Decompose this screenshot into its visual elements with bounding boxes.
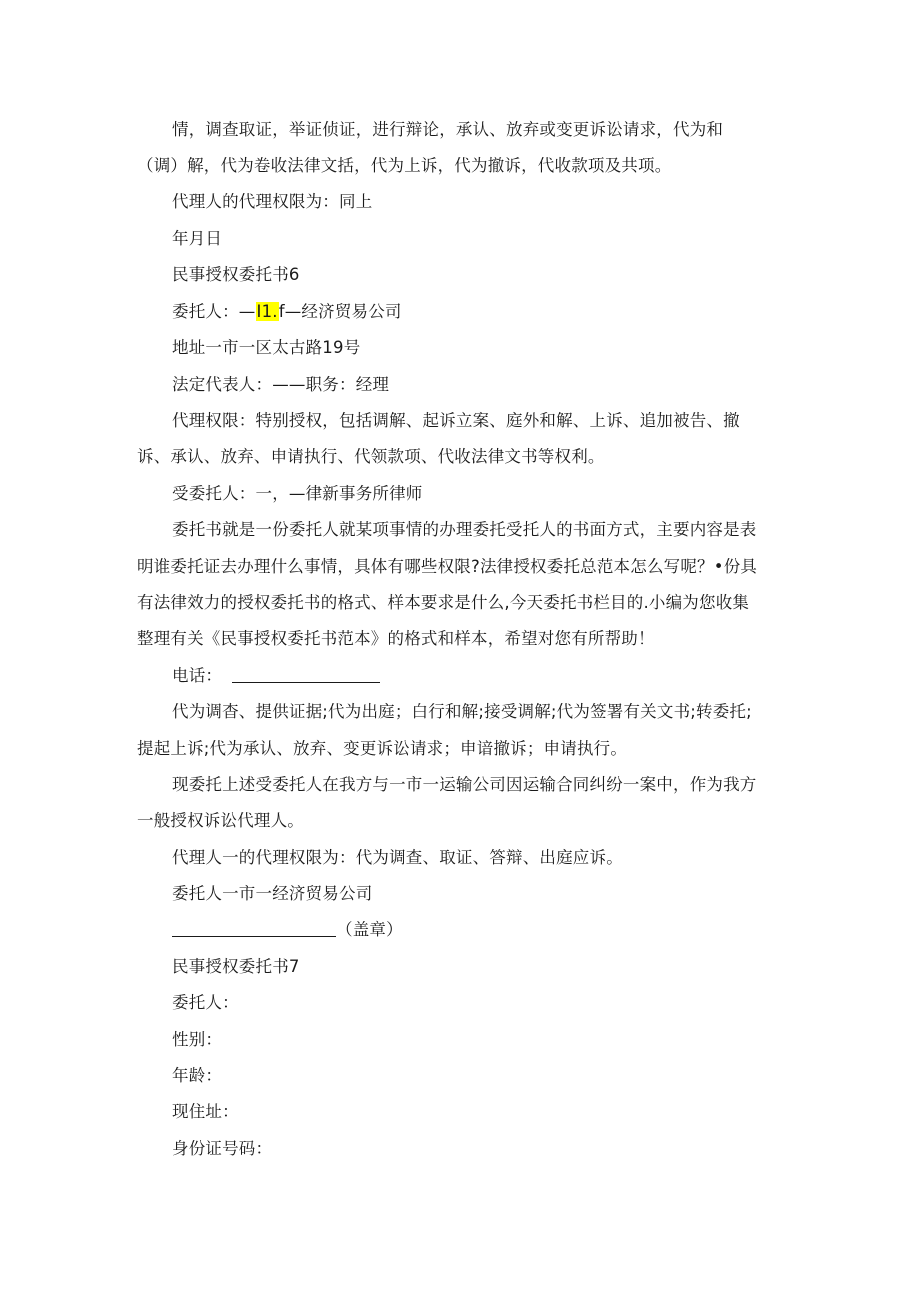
- agent-line: 受委托人：一，—律新事务所律师: [172, 484, 423, 503]
- seal-label: （盖章）: [336, 920, 403, 939]
- text-line: 现委托上述受委托人在我方与一市一运输公司因运输合同纠纷一案中，作为我方: [172, 775, 757, 794]
- phone-line: [172, 666, 380, 686]
- text-line: 代为调杳、提供证据;代为出庭；白行和解;接受调解;代为签署有关文书;转委托;: [172, 702, 752, 721]
- text-line: 有法律效力的授权委托书的格式、样本要求是什么,今天委托书栏目的.小编为您收集: [137, 593, 750, 612]
- text-line: 诉、承认、放弃、申请执行、代领款项、代收法律文书等权利。: [137, 447, 605, 466]
- text-line: 代理人一的代理权限为：代为调查、取证、答辩、出庭应诉。: [172, 848, 623, 867]
- principal-label: 委托人：—: [172, 302, 256, 321]
- seal-blank: [172, 922, 336, 937]
- principal-line: 委托人一市一经济贸易公司: [172, 884, 373, 903]
- text-line: 整理有关《民事授权委托书范本》的格式和样本，希望对您有所帮助！: [137, 629, 655, 648]
- phone-blank: [232, 668, 380, 683]
- principal-line: [172, 302, 402, 322]
- address-line: 地址一市一区太古路19号: [172, 338, 361, 357]
- seal-line: [172, 920, 403, 940]
- text-line: 情，调查取证，举证侦证，进行辩论，承认、放弃或变更诉讼请求，代为和: [172, 120, 724, 139]
- phone-label: 电话：: [172, 666, 223, 685]
- section-heading: 民事授权委托书6: [172, 265, 300, 284]
- text-line: 一般授权诉讼代理人。: [137, 811, 304, 830]
- text-line: 明谁委托证去办理什么事情，具体有哪些权限?法律授权委托总范本怎么写呢？•份具: [137, 557, 758, 576]
- highlighted-text: I1.: [256, 302, 278, 321]
- field-label: 委托人：: [172, 993, 239, 1012]
- field-label: 性别：: [172, 1030, 223, 1049]
- text-line: 代理人的代理权限为：同上: [172, 192, 373, 211]
- text-line: （调）解，代为卷收法律文括，代为上诉，代为撤诉，代收款项及共项。: [137, 156, 672, 175]
- field-label: 年龄：: [172, 1066, 223, 1085]
- field-label: 现住址：: [172, 1102, 239, 1121]
- field-label: 身份证号码：: [172, 1139, 273, 1158]
- text-line: 代理权限：特别授权，包括调解、起诉立案、庭外和解、上诉、追加被告、撤: [172, 411, 740, 430]
- date-line: 年月日: [172, 229, 223, 248]
- section-heading: 民事授权委托书7: [172, 957, 300, 976]
- legal-rep-line: 法定代表人：——职务：经理: [172, 375, 390, 394]
- text-line: 提起上诉;代为承认、放弃、变更诉讼请求；申谙撤诉；申请执行。: [137, 739, 628, 758]
- text-line: 委托书就是一份委托人就某项事情的办理委托受托人的书面方式，主要内容是表: [172, 520, 757, 539]
- principal-name: f—经济贸易公司: [278, 302, 402, 321]
